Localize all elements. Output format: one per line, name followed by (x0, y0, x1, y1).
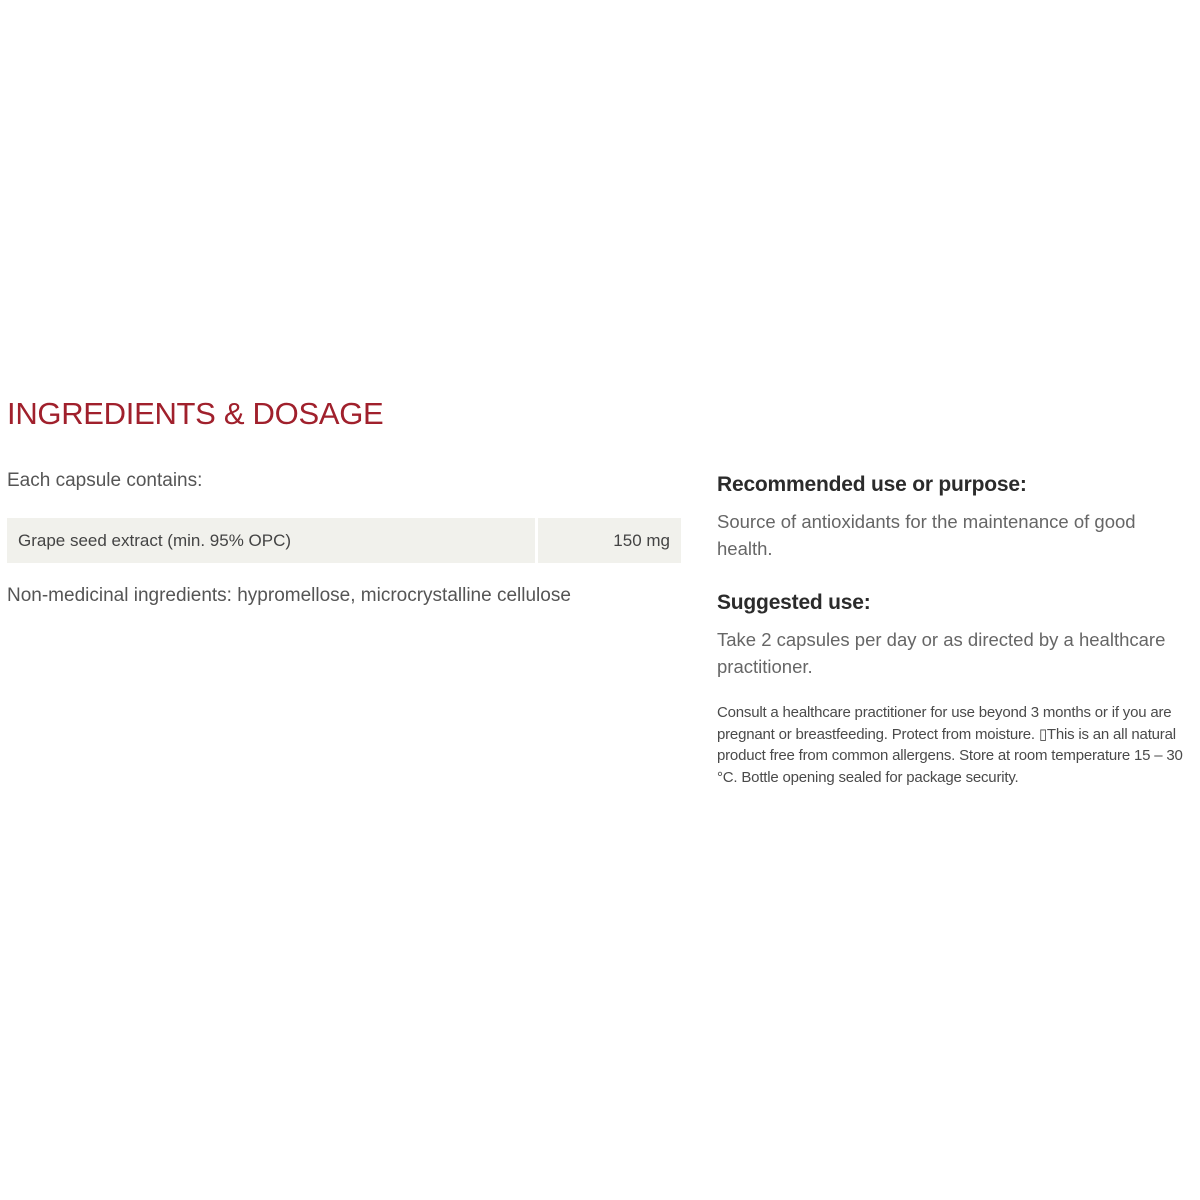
purpose-text: Source of antioxidants for the maintenance of good health. (717, 511, 1136, 559)
capsule-contents-intro: Each capsule contains: (7, 470, 203, 491)
ingredient-amount-cell (538, 518, 681, 563)
warnings-text: Consult a healthcare practitioner for use beyond 3 months or if you are pregnant or breastfeeding. Protect from moisture. ▯This is an all natural product free from common allergens. Store at room temperature 15 – 30 °C. Bottle opening sealed for package security. (717, 704, 1183, 786)
ingredients-column (7, 468, 682, 609)
ingredient-name-cell (7, 518, 535, 563)
ingredient-name: Grape seed extract (min. 95% OPC) (18, 530, 292, 550)
suggested-use-heading: Suggested use: (717, 591, 871, 614)
purpose-heading: Recommended use or purpose: (717, 473, 1027, 496)
usage-column (717, 472, 1189, 788)
non-medicinal-ingredients: Non-medicinal ingredients: hypromellose, microcrystalline cellulose (7, 585, 571, 606)
ingredient-table (7, 518, 681, 563)
suggested-use-text: Take 2 capsules per day or as directed by a healthcare practitioner. (717, 629, 1166, 677)
section-title: INGREDIENTS & DOSAGE (7, 396, 384, 431)
ingredient-amount: 150 mg (613, 530, 670, 550)
